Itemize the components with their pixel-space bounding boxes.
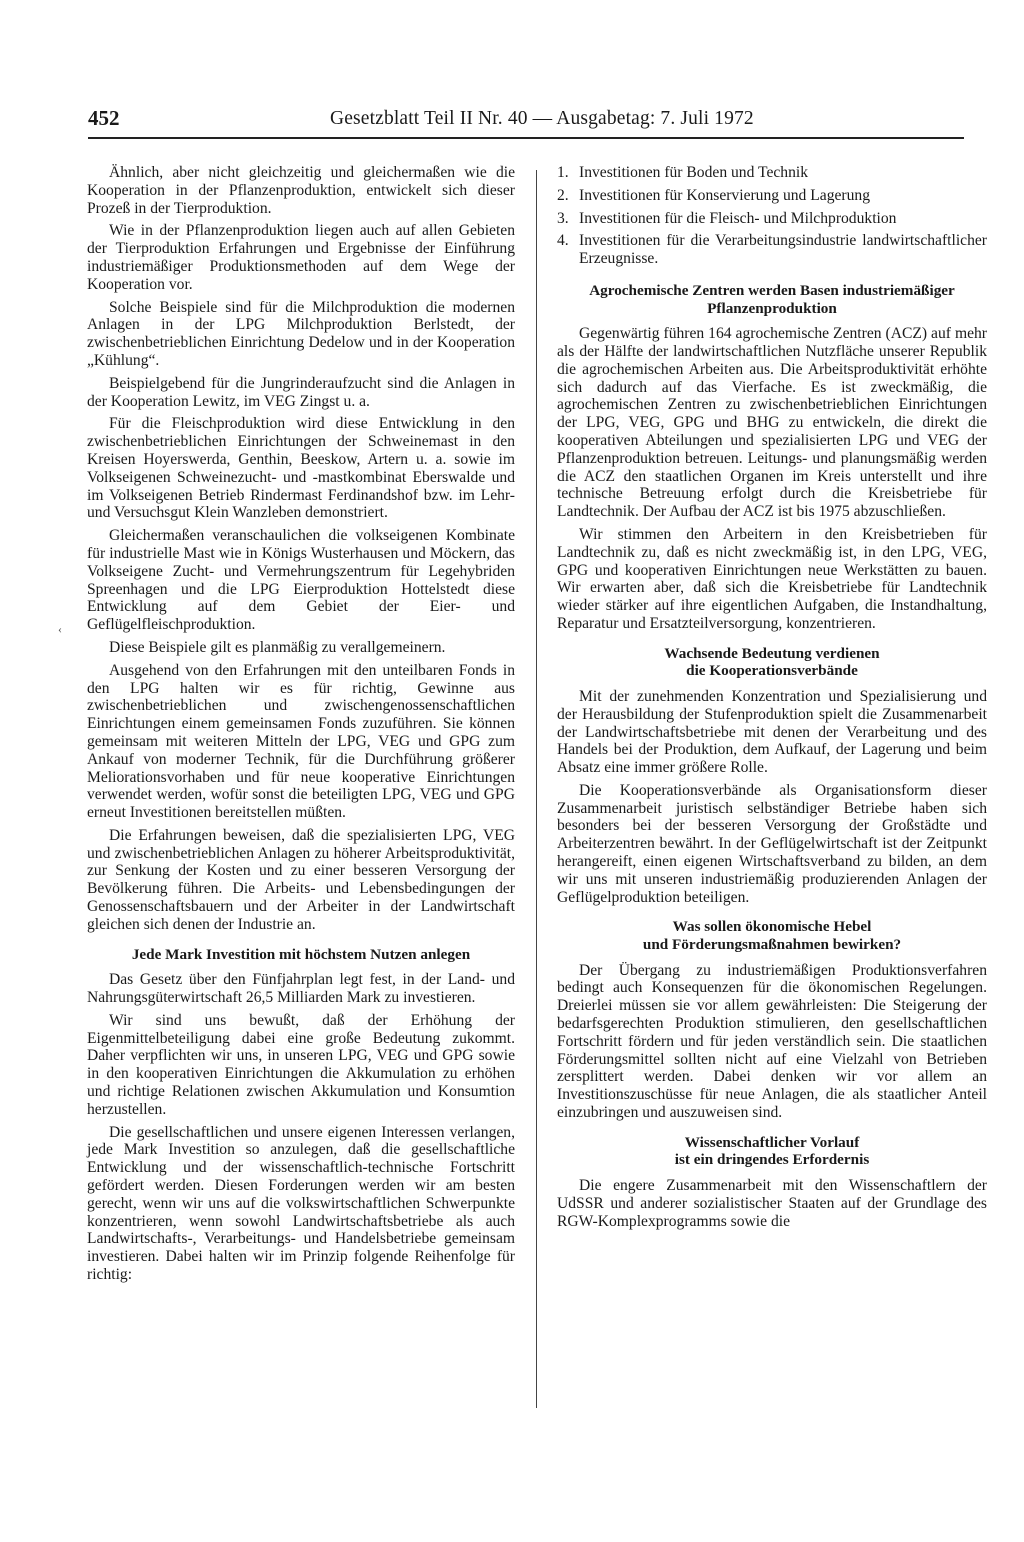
investment-list [557, 164, 987, 268]
paragraph: Solche Beispiele sind für die Milchproduktion die modernen Anlagen in der LPG Milchproduktion Berlstedt, der zwischenbetrieblichen Einrichtung Dedelow und in der Kooperation „Kühlung“. [87, 298, 515, 369]
list-text: Investitionen für die Verarbeitungsindustrie landwirtschaftlicher Erzeugnisse. [579, 232, 987, 268]
left-column [87, 164, 515, 1289]
heading-line: Pflanzenproduktion [707, 299, 837, 317]
heading-line: und Förderungsmaßnahmen bewirken? [642, 936, 902, 954]
heading-line: Wissenschaftlicher Vorlauf [684, 1133, 860, 1151]
list-text: Investitionen für Boden und Technik [579, 164, 809, 181]
paragraph: Beispielgebend für die Jungrinderaufzucht sind die Anlagen in der Kooperation Lewitz, im VEG Zingst u. a. [87, 374, 515, 410]
list-number: 3. [557, 209, 569, 227]
paragraph: Das Gesetz über den Fünfjahrplan legt fest, in der Land- und Nahrungsgüterwirtschaft 26,5 Milliarden Mark zu investieren. [87, 971, 515, 1007]
list-item [557, 187, 987, 205]
list-item [557, 164, 987, 182]
paragraph: Wir stimmen den Arbeitern in den Kreisbetrieben für Landtechnik zu, daß es nicht zweckmäßig ist, in den LPG, VEG, GPG und kooperativen Einrichtungen neue Werkstätten zu bauen. Wir erwarten aber, daß sich die Kreisbetriebe für Landtechnik wieder stärker auf ihre eigentlichen Aufgaben, die Instandhaltung, Reparatur und Ersatzteilversorgung, konzentrieren. [557, 525, 987, 632]
heading-line: Was sollen ökonomische Hebel [672, 918, 872, 936]
paragraph: Gleichermaßen veranschaulichen die volkseigenen Kombinate für industrielle Mast wie in Königs Wusterhausen und Möckern, das Volkseigene Zucht- und Vermehrungszentrum für Legehybriden Spreenhagen und die LPG Eierproduktion Hottelstedt diese Entwicklung auf dem Gebiet der Eier- und Geflügelfleischproduktion. [87, 527, 515, 634]
running-head: Gesetzblatt Teil II Nr. 40 — Ausgabetag: 7. Juli 1972 [330, 108, 754, 129]
heading-line: Wachsende Bedeutung verdienen [664, 644, 880, 662]
paragraph: Diese Beispiele gilt es planmäßig zu verallgemeinern. [109, 638, 446, 656]
column-divider [536, 170, 537, 1408]
paragraph: Ausgehend von den Erfahrungen mit den unteilbaren Fonds in den LPG halten wir es für richtig, Gewinne aus zwischenbetrieblichen und zwischengenossenschaftlichen Einrichtungen einem gemeinsamen Fonds zuzuführen. Sie können gemeinsam mit weiteren Mitteln der LPG, VEG und GPG zum Ankauf von moderner Technik, für die Durchführung größerer Meliorationsvorhaben und für neue kooperative Einrichtungen verwendet werden, wofür sonst die beteiligten LPG, VEG und GPG erneut Investitionen bereitstellen müßten. [87, 661, 515, 822]
list-text: Investitionen für die Fleisch- und Milchproduktion [579, 209, 897, 227]
list-number: 4. [557, 232, 569, 250]
paragraph: Wir sind uns bewußt, daß der Erhöhung der Eigenmittelbeteiligung dabei eine große Bedeutung zukommt. Daher verpflichten wir uns, in unseren LPG, VEG und GPG sowie in den kooperativen Einrichtungen die Akkumulation zu erhöhen und richtige Relationen zwischen Akkumulation und Konsumtion herzustellen. [87, 1011, 515, 1118]
paragraph: Die gesellschaftlichen und unsere eigenen Interessen verlangen, jede Mark Investition so anzulegen, daß die gesellschaftliche Entwicklung und der wissenschaftlich-technische Fortschritt gefördert werden. Diesen Forderungen werden wir am besten gerecht, wenn wir uns auf die volkswirtschaftlichen Schwerpunkte konzentrieren, wenn sowohl Landwirtschaftsbetriebe als auch Landwirtschafts-, Verarbeitungs- und Handelsbetriebe gemeinsam investieren. Dabei halten wir im Prinzip folgende Reihenfolge für richtig: [87, 1123, 515, 1284]
heading-line: die Kooperationsverbände [686, 662, 858, 680]
paragraph: Die Erfahrungen beweisen, daß die spezialisierten LPG, VEG und zwischenbetrieblichen Anlagen zu höherer Arbeitsproduktivität, zur Senkung der Kosten und zu einer besseren Versorgung der Bevölkerung führen. Die Arbeits- und Lebensbedingungen der Genossenschaftsbauern und der Arbeiter in der Landwirtschaft gleichen sich denen der Industrie an. [87, 826, 515, 933]
list-item [557, 232, 987, 268]
paragraph: Gegenwärtig führen 164 agrochemische Zentren (ACZ) auf mehr als der Hälfte der landwirtschaftlichen Nutzfläche unserer Republik die agrochemischen Arbeiten aus. Die Arbeitsproduktivität erhöhte sich dadurch auf das Vierfache. Es ist zweckmäßig, die agrochemischen Zentren zu zwischenbetrieblichen Einrichtungen der LPG, VEG, GPG und BHG zu entwickeln, die direkt die kooperativen Abteilungen und spezialisierten LPG und VEG der Pflanzenproduktion betreuen. Leitungs- und planungsmäßig werden die ACZ den staatlichen Organen im Kreis unterstellt und ihre technische Betreuung erfolgt durch die Kreisbetriebe für Landtechnik. Der Aufbau der ACZ ist bis 1975 abzuschließen. [557, 325, 987, 521]
margin-mark: ‹ [58, 622, 62, 636]
paragraph: Der Übergang zu industriemäßigen Produktionsverfahren bedingt auch Konsequenzen für die ökonomischen Regelungen. Dreierlei müssen sie vor allem gewährleisten: Die Steigerung der bedarfsgerechten Produktion stimulieren, den gesellschaftlichen Fortschritt fördern und für jeden verständlich sein. Die staatlichen Förderungsmittel sollten nicht auf eine Vielzahl von Betrieben zersplittert werden. Dabei denken wir vor allem an Investitionszuschüsse für neue Anlagen, die als staatlicher Anteil einzubringen und auszuweisen sind. [557, 961, 987, 1122]
list-text: Investitionen für Konservierung und Lagerung [579, 186, 871, 204]
paragraph: Die Kooperationsverbände als Organisationsform dieser Zusammenarbeit juristisch selbständiger Betriebe haben sich besonders bei der besseren Versorgung der Großstädte und Arbeiterzentren bewährt. In der Geflügelwirtschaft ist der Zeitpunkt herangereift, einen eigenen Wirtschaftsverband zu bilden, an dem wir uns mit unseren industriemäßig produzierenden Anlagen der Geflügelproduktion beteiligen. [557, 781, 987, 906]
heading-line: Agrochemische Zentren werden Basen industriemäßiger [589, 281, 955, 299]
paragraph: Für die Fleischproduktion wird diese Entwicklung in den zwischenbetrieblichen Einrichtungen der Schweinemast in den Kreisen Hoyerswerda, Genthin, Beeskow, Artern u. a. sowie im Volkseigenen Schweinezucht- und -mastkombinat Eberswalde und im Volkseigenen Betrieb Rindermast Ferdinandshof bzw. im Lehr- und Versuchsgut Klein Wanzleben demonstriert. [87, 415, 515, 522]
section-heading [557, 918, 987, 953]
page-header [88, 106, 964, 136]
section-heading [87, 946, 515, 964]
paragraph: Wie in der Pflanzenproduktion liegen auch auf allen Gebieten der Tierproduktion Erfahrungen und Ergebnisse der Einführung industriemäßiger Produktionsmethoden auf dem Wege der Kooperation vor. [87, 222, 515, 293]
paragraph: Die engere Zusammenarbeit mit den Wissenschaftlern der UdSSR und anderer sozialistischer Staaten auf der Grundlage des RGW-Komplexprogramms sowie die [557, 1177, 987, 1230]
list-number: 2. [557, 186, 569, 204]
section-heading [557, 1134, 987, 1169]
page-number: 452 [88, 106, 120, 130]
right-column [557, 164, 987, 1235]
paragraph: Ähnlich, aber nicht gleichzeitig und gleichermaßen wie die Kooperation in der Pflanzenproduktion, entwickelt sich dieser Prozeß in der Tierproduktion. [87, 164, 515, 217]
heading-line: ist ein dringendes Erfordernis [674, 1151, 870, 1169]
list-number: 1. [557, 164, 569, 181]
paragraph: Mit der zunehmenden Konzentration und Spezialisierung und der Herausbildung der Stufenproduktion spielt die Zusammenarbeit der Landwirtschaftsbetriebe mit denen der Verarbeitung und des Handels bei der Produktion, dem Aufkauf, der Lagerung und beim Absatz eine immer größere Rolle. [557, 687, 987, 777]
section-heading [557, 645, 987, 680]
section-heading [557, 282, 987, 317]
header-rule [88, 137, 964, 139]
heading-line: Jede Mark Investition mit höchstem Nutzen anlegen [131, 945, 471, 963]
list-item [557, 210, 987, 228]
